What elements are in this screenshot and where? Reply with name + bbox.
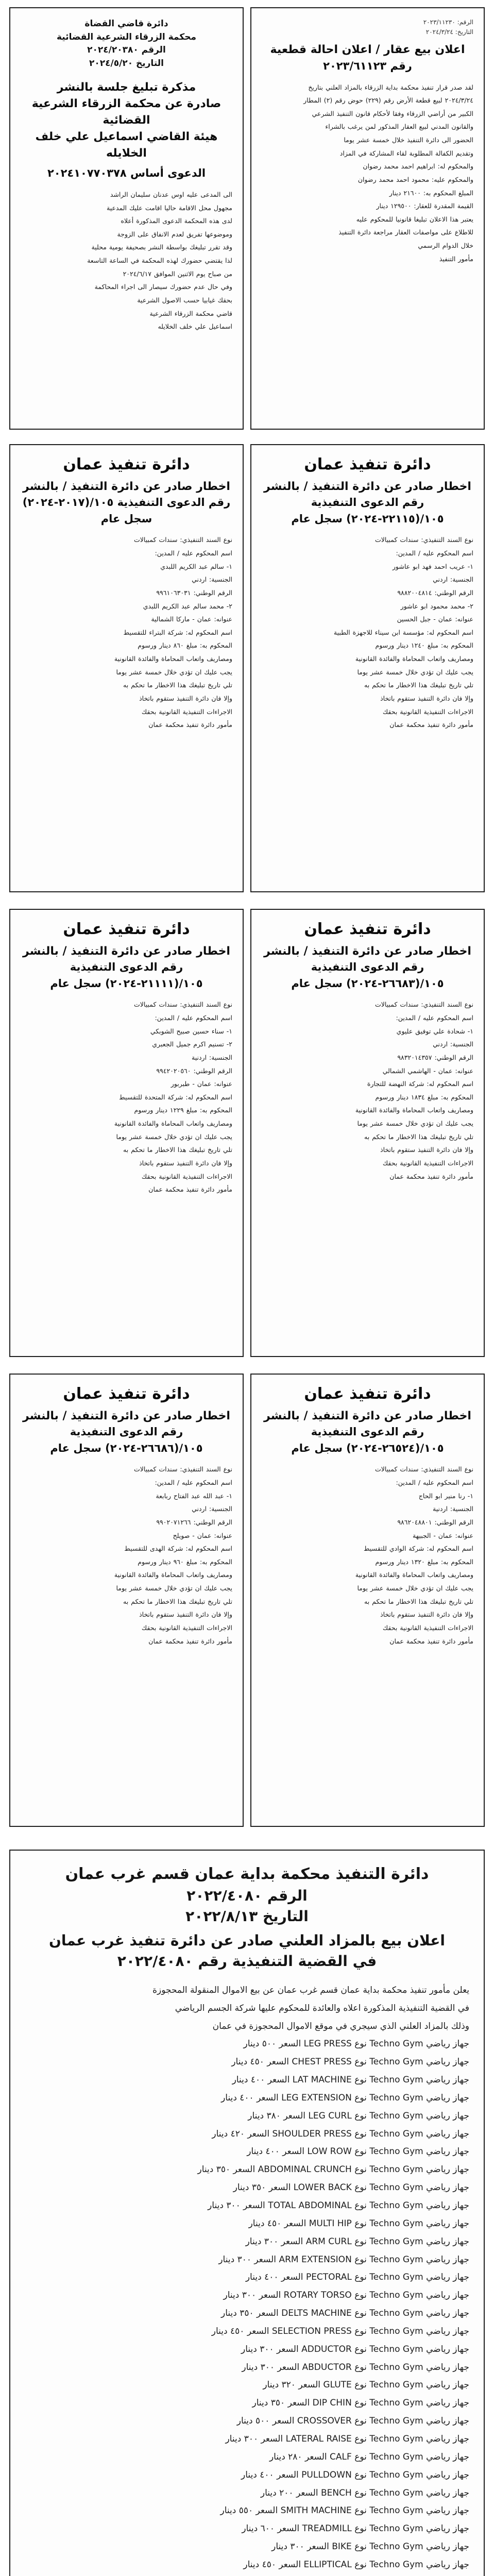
notice-body <box>262 533 473 731</box>
auction-line: جهاز رياضي Techno Gym نوع LATERAL RAISE السعر ٣٠٠ دينار <box>225 2433 469 2444</box>
notice-line: نوع السند التنفيذي: سندات كمبيالات <box>133 1465 232 1473</box>
notice-line: والمحكوم له: ابراهيم احمد محمد رضوان <box>363 162 473 171</box>
notice-line: ١- رنا منير ابو الحاج <box>418 1492 473 1500</box>
auction-line: جهاز رياضي Techno Gym نوع ADDUCTOR السعر ٣٠٠ دينار <box>241 2344 469 2354</box>
auction-court-title: دائرة التنفيذ محكمة بداية عمان قسم غرب عمان <box>65 1865 429 1883</box>
notice-line: وموضوعها تفريق لعدم الانفاق على الزوجة <box>117 230 232 238</box>
auction-line: جهاز رياضي Techno Gym نوع DELTS MACHINE السعر ٣٥٠ دينار <box>221 2308 469 2319</box>
notice-title: دائرة تنفيذ عمان <box>304 920 431 938</box>
notice-line: الرقم الوطني: ٩٨٣٢٠١٤٣٥٧ <box>397 1053 473 1061</box>
notice-case-number: رقم الدعوى التنفيذية ١٠٥/(٢٦٦٨٣-٢٠٢٤) سجل عام <box>291 961 444 990</box>
notice-line: ومصاريف واتعاب المحاماة والفائدة القانونية <box>355 655 473 663</box>
auction-line: جهاز رياضي Techno Gym نوع PECTORAL السعر ٤٠٠ دينار <box>245 2272 469 2283</box>
notice-line: مأمور دائرة تنفيذ محكمة عمان <box>148 1185 232 1194</box>
court-line: محكمة الزرقاء الشرعية القضائية <box>56 31 197 42</box>
notice-execution <box>250 1374 485 1827</box>
notice-line: عنوانه: عمان - ماركا الشمالية <box>151 615 232 623</box>
notice-line: المحكوم به: مبلغ ١٨٣٤ دينار ورسوم <box>375 1093 473 1101</box>
notice-execution <box>9 1374 244 1827</box>
auction-line: جهاز رياضي Techno Gym نوع ROTARY TORSO السعر ٣٠٠ دينار <box>223 2290 469 2301</box>
court-header <box>21 18 232 70</box>
notice-line: مأمور دائرة تنفيذ محكمة عمان <box>389 1172 473 1180</box>
notice-title: دائرة تنفيذ عمان <box>63 455 190 473</box>
auction-headline: اعلان بيع بالمزاد العلني صادر عن دائرة تنفيذ غرب عمان <box>49 1931 445 1949</box>
auction-line: جهاز رياضي Techno Gym نوع PULLDOWN السعر ٤٠٠ دينار <box>241 2469 469 2480</box>
notice-line: الرقم الوطني: ٩٩٤٢٠٢٠٥٦٠ <box>156 1066 232 1075</box>
notice-execution <box>9 444 244 892</box>
notice-subtitle: اخطار صادر عن دائرة التنفيذ / بالنشر <box>264 480 471 493</box>
notice-line: اسم المحكوم عليه / المدين: <box>155 1014 232 1022</box>
notice-line: وتقديم الكفالة المطلوبة لقاء المشاركة في المزاد <box>339 149 473 157</box>
notice-line: الاجراءات التنفيذية القانونية بحقك <box>382 1159 473 1167</box>
notice-line: المحكوم به: مبلغ ٩٦٠ دينار ورسوم <box>138 1557 232 1566</box>
auction-line: جهاز رياضي Techno Gym نوع LOWER BACK السعر ٣٥٠ دينار <box>233 2182 469 2193</box>
notice-line: ٢- محمد محمود ابو عاشور <box>400 602 473 610</box>
notice-line: الحضور الى دائرة التنفيذ خلال خمسة عشر يوما <box>344 136 473 144</box>
notice-line: والقانون المدني لبيع العقار المذكور لمن يرغب بالشراء <box>325 123 473 131</box>
auction-line: جهاز رياضي Techno Gym نوع BIKE السعر ٣٠٠ دينار <box>271 2541 469 2552</box>
notice-line: الرقم الوطني: ٩٨٨٢٠٠٤٨١٤ <box>397 588 473 597</box>
notice-meta <box>262 18 473 37</box>
notice-line: اسم المحكوم عليه / المدين: <box>155 549 232 557</box>
auction-line: جهاز رياضي Techno Gym نوع TOTAL ABDOMINAL السعر ٣٠٠ دينار <box>208 2200 469 2211</box>
auction-line: جهاز رياضي Techno Gym نوع ARM EXTENSION السعر ٣٠٠ دينار <box>218 2254 469 2265</box>
notice-line: وفي حال عدم حضورك سيصار الى اجراء المحاكمة <box>94 283 232 291</box>
notice-line: الجنسية: اردنية <box>192 1053 232 1061</box>
notice-title: دائرة تنفيذ عمان <box>304 455 431 473</box>
auction-line: جهاز رياضي Techno Gym نوع BENCH السعر ٢٠٠ دينار <box>260 2487 469 2498</box>
notice-line: ١- سالم عبد الكريم اللبدي <box>160 562 232 570</box>
auction-line: جهاز رياضي Techno Gym نوع TREADMILL السعر ٦٠٠ دينار <box>242 2523 469 2534</box>
notice-line: والمحكوم عليه: محمود احمد محمد رضوان <box>357 175 473 183</box>
notice-line: الرقم الوطني: ٩٩٦١٠٦٣٠٣١ <box>156 588 232 597</box>
notice-title: مذكرة تبليغ جلسة بالنشر <box>57 81 196 94</box>
notice-auction <box>9 1850 485 2576</box>
notice-line: تلي تاريخ تبليغك هذا الاخطار ما تحكم به <box>123 1597 232 1605</box>
notice-line: الجنسية: اردني <box>192 1505 232 1513</box>
notice-line: الجنسية: اردنية <box>433 1505 473 1513</box>
auction-line: جهاز رياضي Techno Gym نوع ABDUCTOR السعر ٣٠٠ دينار <box>242 2362 469 2372</box>
notice-line: ٢- تسنيم اكرم جميل الجعبري <box>152 1040 232 1048</box>
notice-line: الاجراءات التنفيذية القانونية بحقك <box>141 707 232 716</box>
auction-line: جهاز رياضي Techno Gym نوع CALF السعر ٢٨٠ دينار <box>269 2451 469 2462</box>
notice-line: الاجراءات التنفيذية القانونية بحقك <box>141 1172 232 1180</box>
notice-line: القيمة المقدرة للعقار: ١٢٩٥٠٠ دينار <box>376 202 473 210</box>
notice-line: لذا يقتضي حضورك لهذه المحكمة في الساعة التاسعة <box>87 257 232 265</box>
notice-case-number: رقم الدعوى التنفيذية ١٠٥/(٢٢١١٥-٢٠٢٤) سجل عام <box>291 496 444 525</box>
notice-body <box>262 81 473 266</box>
auction-line: جهاز رياضي Techno Gym نوع LOW ROW السعر ٤٠٠ دينار <box>247 2146 469 2157</box>
auction-line: جهاز رياضي Techno Gym نوع CHEST PRESS السعر ٤٥٠ دينار <box>231 2057 469 2067</box>
notice-line: المحكوم به: مبلغ ١٣٢٠ دينار ورسوم <box>375 1557 473 1566</box>
notice-case-number: الدعوى أساس ٢٠٢٤١٠٧٧٠٣٧٨ <box>47 167 206 180</box>
notice-line: ٢٠٢٤/٣/٢٤ لبيع قطعة الأرض رقم (٢٢٩) حوض رقم (٢) المطار <box>303 96 473 105</box>
notice-line: الرقم الوطني: ٩٩٠٢٠٧١٢٦٦ <box>156 1518 232 1526</box>
auction-line: وذلك بالمزاد العلني الذي سيجري في موقع الاموال المحجوزة في عمان <box>212 2021 469 2031</box>
notice-line: ومصاريف واتعاب المحاماة والفائدة القانونية <box>355 1106 473 1114</box>
notice-line: يجب عليك ان تؤدي خلال خمسة عشر يوما <box>357 1584 473 1592</box>
notice-body <box>21 533 232 731</box>
notice-line: وقد تقرر تبليغك بواسطة النشر بصحيفة يومية محلية <box>91 243 232 251</box>
notice-line: الجنسية: اردني <box>433 1040 473 1048</box>
meta-ref: الرقم: ٢٠٢٣/١١٢٣٠ <box>423 19 473 26</box>
notice-line: وإلا فان دائرة التنفيذ ستقوم باتخاذ <box>380 1611 473 1619</box>
auction-line: في القضية التنفيذية المذكورة اعلاه والعائدة للمحكوم عليها شركة الجسم الرياضي <box>175 2003 469 2013</box>
auction-line: جهاز رياضي Techno Gym نوع LEG CURL السعر ٣٨٠ دينار <box>248 2110 469 2121</box>
notice-body <box>262 1463 473 1648</box>
auction-line: جهاز رياضي Techno Gym نوع GLUTE السعر ٣٢٠ دينار <box>263 2380 469 2391</box>
notice-line: يجب عليك ان تؤدي خلال خمسة عشر يوما <box>116 668 232 676</box>
notice-title: دائرة تنفيذ عمان <box>63 920 190 938</box>
notice-line: تلي تاريخ تبليغك هذا الاخطار ما تحكم به <box>364 681 473 689</box>
notice-line: مأمور التنفيذ <box>439 255 473 263</box>
notice-line: وإلا فان دائرة التنفيذ ستقوم باتخاذ <box>380 694 473 702</box>
notice-line: نوع السند التنفيذي: سندات كمبيالات <box>133 1001 232 1009</box>
notice-line: مجهول محل الاقامة حاليا اقامت عليك المدعية <box>107 204 232 212</box>
notice-line: وإلا فان دائرة التنفيذ ستقوم باتخاذ <box>139 694 232 702</box>
auction-body <box>25 1981 469 2576</box>
notice-subtitle: صادرة عن محكمة الزرقاء الشرعية القضائية <box>31 97 222 127</box>
notice-line: ومصاريف واتعاب المحاماة والفائدة القانونية <box>114 1120 232 1128</box>
notice-execution <box>9 909 244 1357</box>
notice-line: عنوانه: عمان - الجبيهة <box>412 1531 473 1539</box>
notice-case-number: رقم الدعوى التنفيذية ١٠٥/(٢١١١١-٢٠٢٤) سجل عام <box>50 961 203 990</box>
notice-line: ومصاريف واتعاب المحاماة والفائدة القانونية <box>355 1571 473 1579</box>
auction-line: جهاز رياضي Techno Gym نوع SHOULDER PRESS السعر ٤٢٠ دينار <box>212 2128 469 2139</box>
court-line: دائرة قاضي القضاة <box>84 19 168 29</box>
auction-line: جهاز رياضي Techno Gym نوع CROSSOVER السعر ٥٠٠ دينار <box>236 2416 469 2427</box>
notice-case-number: رقم الدعوى التنفيذية ١٠٥/(٢٦٦٨٦-٢٠٢٤) سجل عام <box>50 1426 203 1454</box>
auction-line: جهاز رياضي Techno Gym نوع DIP CHIN السعر ٣٥٠ دينار <box>252 2398 469 2409</box>
notice-line: المبلغ المحكوم به: ٢١٦٠٠ دينار <box>389 189 473 197</box>
notice-line: اسم المحكوم عليه / المدين: <box>396 1014 473 1022</box>
meta-date: التاريخ: ٢٠٢٤/٣/٢٤ <box>425 28 473 36</box>
notice-title: دائرة تنفيذ عمان <box>63 1385 190 1403</box>
notice-subtitle: اخطار صادر عن دائرة التنفيذ / بالنشر <box>264 1409 471 1422</box>
notice-line: من صباح يوم الاثنين الموافق ٢٠٢٤/٦/١٧ <box>123 269 232 278</box>
notice-line: ١- سناء حسين صبيح الشوبكي <box>150 1027 232 1035</box>
notice-line: يجب عليك ان تؤدي خلال خمسة عشر يوما <box>116 1132 232 1141</box>
auction-ref: الرقم ٢٠٢٢/٤٠٨٠ <box>186 1887 308 1904</box>
auction-line: جهاز رياضي Techno Gym نوع MULTI HIP السعر ٤٥٠ دينار <box>248 2218 469 2229</box>
auction-line <box>25 2574 469 2576</box>
notice-line: عنوانه: عمان - طبربور <box>171 1080 232 1088</box>
notice-line: عنوانه: عمان - صويلح <box>173 1531 232 1539</box>
notice-line: اسم المحكوم له: شركة البتراء للتقسيط <box>123 628 232 636</box>
notice-line: الكبير من أراضي الزرقاء وفقا لأحكام قانون التنفيذ الشرعي <box>312 109 473 117</box>
notice-property-sale <box>250 7 485 430</box>
auction-headline-case: في القضية التنفيذية رقم ٢٠٢٢/٤٠٨٠ <box>117 1953 377 1970</box>
notice-line: قاضي محكمة الزرقاء الشرعية <box>149 309 232 317</box>
notice-line: اسم المحكوم له: شركة الهدى للتقسيط <box>124 1545 232 1553</box>
notice-line: تلي تاريخ تبليغك هذا الاخطار ما تحكم به <box>364 1132 473 1141</box>
notice-line: تلي تاريخ تبليغك هذا الاخطار ما تحكم به <box>123 1146 232 1154</box>
notice-line: نوع السند التنفيذي: سندات كمبيالات <box>374 1465 473 1473</box>
notice-line: تلي تاريخ تبليغك هذا الاخطار ما تحكم به <box>123 681 232 689</box>
auction-line: جهاز رياضي Techno Gym نوع LAT MACHINE السعر ٤٠٠ دينار <box>232 2075 469 2086</box>
auction-line: جهاز رياضي Techno Gym نوع LEG EXTENSION السعر ٤٠٠ دينار <box>221 2092 469 2103</box>
notice-line: مأمور دائرة تنفيذ محكمة عمان <box>389 1637 473 1645</box>
notice-case-number: رقم الدعوى التنفيذية ١٠٥/(٢٦٥٢٤-٢٠٢٤) سجل عام <box>291 1426 444 1454</box>
notice-line: للاطلاع على مواصفات العقار مراجعة دائرة التنفيذ <box>338 228 473 236</box>
notice-line: ومصاريف واتعاب المحاماة والفائدة القانونية <box>114 655 232 663</box>
notice-line: الاجراءات التنفيذية القانونية بحقك <box>141 1623 232 1632</box>
auction-line: جهاز رياضي Techno Gym نوع SMITH MACHINE السعر ٥٥٠ دينار <box>220 2505 469 2516</box>
notice-line: الاجراءات التنفيذية القانونية بحقك <box>382 707 473 716</box>
notice-line: ١- عبد الله عبد الفتاح ربابعة <box>156 1492 232 1500</box>
auction-line: يعلن مأمور تنفيذ محكمة بداية عمان قسم غرب عمان عن بيع الاموال المنقولة المحجوزة <box>152 1985 469 1995</box>
notice-line: نوع السند التنفيذي: سندات كمبيالات <box>133 536 232 544</box>
notice-line: لقد صدر قرار تنفيذ محكمة بداية الزرقاء بالمزاد العلني بتاريخ <box>308 83 473 91</box>
notice-line: نوع السند التنفيذي: سندات كمبيالات <box>374 1001 473 1009</box>
notice-line: خلال الدوام الرسمي <box>418 242 473 250</box>
notice-execution <box>250 909 485 1357</box>
notice-line: وإلا فان دائرة التنفيذ ستقوم باتخاذ <box>139 1159 232 1167</box>
notice-line: عنوانه: عمان - الهاشمي الشمالي <box>382 1066 473 1075</box>
judge-name: هيئة القاضي اسماعيل علي خلف الخلايله <box>35 130 218 160</box>
notice-line: وإلا فان دائرة التنفيذ ستقوم باتخاذ <box>380 1146 473 1154</box>
notice-line: نوع السند التنفيذي: سندات كمبيالات <box>374 536 473 544</box>
notice-body <box>21 998 232 1196</box>
notice-line: اسم المحكوم عليه / المدين: <box>396 1479 473 1487</box>
auction-line: جهاز رياضي Techno Gym نوع ARM CURL السعر ٣٠٠ دينار <box>245 2236 469 2247</box>
auction-date: التاريخ ٢٠٢٢/٨/١٣ <box>185 1908 309 1925</box>
notice-line: ومصاريف واتعاب المحاماة والفائدة القانونية <box>114 1571 232 1579</box>
notice-line: اسم المحكوم له: شركة الوادي للتقسيط <box>364 1545 473 1553</box>
notice-line: يعتبر هذا الاعلان تبليغا قانونيا للمحكوم عليه <box>356 215 473 223</box>
notice-summons <box>9 7 244 430</box>
notice-line: اسم المحكوم عليه / المدين: <box>155 1479 232 1487</box>
auction-line: جهاز رياضي Techno Gym نوع SELECTION PRESS السعر ٤٥٠ دينار <box>211 2326 469 2336</box>
court-line: التاريخ ٢٠٢٤/٥/٢٠ <box>89 58 164 69</box>
notice-line: المحكوم به: مبلغ ١٢٢٩ دينار ورسوم <box>134 1106 232 1114</box>
notice-line: يجب عليك ان تؤدي خلال خمسة عشر يوما <box>116 1584 232 1592</box>
notice-line: الجنسية: اردني <box>192 575 232 584</box>
notice-line: مأمور دائرة تنفيذ محكمة عمان <box>148 1637 232 1645</box>
notice-line: وإلا فان دائرة التنفيذ ستقوم باتخاذ <box>139 1611 232 1619</box>
auction-line: جهاز رياضي Techno Gym نوع ABDOMINAL CRUNCH السعر ٣٥٠ دينار <box>197 2164 469 2175</box>
notice-line: بحقك غيابيا حسب الاصول الشرعية <box>137 296 232 304</box>
notice-line: لدى هذه المحكمة الدعوى المذكورة أعلاه <box>121 217 232 225</box>
notice-line: عنوانه: عمان - جبل الحسين <box>397 615 473 623</box>
notice-subtitle: اخطار صادر عن دائرة التنفيذ / بالنشر <box>264 944 471 958</box>
notice-subtitle: اخطار صادر عن دائرة التنفيذ / بالنشر <box>23 944 230 958</box>
notice-line: اسم المحكوم عليه / المدين: <box>396 549 473 557</box>
notice-line: مأمور دائرة تنفيذ محكمة عمان <box>389 721 473 729</box>
notice-line: اسم المحكوم له: شركة المتحدة للتقسيط <box>119 1093 232 1101</box>
notice-body <box>262 998 473 1183</box>
notice-case-number: رقم الدعوى التنفيذية ١٠٥/(٢٠١٧-٢٠٢٤) سجل عام <box>22 496 231 525</box>
auction-line: جهاز رياضي Techno Gym نوع ELLIPTICAL السعر ٤٥٠ دينار <box>243 2559 469 2570</box>
notice-line: المحكوم به: مبلغ ١٢٤٠ دينار ورسوم <box>375 641 473 650</box>
notice-subtitle: اخطار صادر عن دائرة التنفيذ / بالنشر <box>23 1409 230 1422</box>
notice-line: تلي تاريخ تبليغك هذا الاخطار ما تحكم به <box>364 1597 473 1605</box>
notice-line: الاجراءات التنفيذية القانونية بحقك <box>382 1623 473 1632</box>
notice-line: ١- شحادة علي توفيق عليوي <box>396 1027 473 1035</box>
notice-line: الرقم الوطني: ٩٨٦٢٠٤٨٨٠١ <box>397 1518 473 1526</box>
notice-title: دائرة تنفيذ عمان <box>304 1385 431 1403</box>
notice-line: ١- عريب احمد فهد ابو عاشور <box>392 562 473 570</box>
notice-line: الى المدعى عليه اوس عدنان سليمان الراشد <box>110 190 232 198</box>
notice-case-number: رقم ٢٠٢٣/٦١١٢٣ <box>323 60 412 73</box>
notice-title: اعلان بيع عقار / اعلان احالة قطعية <box>270 43 465 57</box>
notice-line: المحكوم به: مبلغ ٨٦٠ دينار ورسوم <box>138 641 232 650</box>
notice-line: يجب عليك ان تؤدي خلال خمسة عشر يوما <box>357 668 473 676</box>
auction-line: جهاز رياضي Techno Gym نوع LEG PRESS السعر ٥٠٠ دينار <box>243 2039 469 2049</box>
notice-line: اسماعيل علي خلف الخلايله <box>158 323 232 331</box>
notice-body <box>21 188 232 333</box>
notice-line: ٢- محمد سالم عبد الكريم اللبدي <box>143 602 232 610</box>
notice-line: اسم المحكوم له: مؤسسة ابن سيناء للاجهزة الطبية <box>333 628 473 636</box>
notice-subtitle: اخطار صادر عن دائرة التنفيذ / بالنشر <box>23 480 230 493</box>
notice-line: الجنسية: اردني <box>433 575 473 584</box>
court-line: الرقم ٢٠٢٤/٢٠٣٨٠ <box>87 45 166 55</box>
notice-line: مأمور دائرة تنفيذ محكمة عمان <box>148 721 232 729</box>
notice-line: اسم المحكوم له: شركة النهضة للتجارة <box>367 1080 473 1088</box>
notice-execution <box>250 444 485 892</box>
notice-body <box>21 1463 232 1648</box>
notice-line: يجب عليك ان تؤدي خلال خمسة عشر يوما <box>357 1120 473 1128</box>
